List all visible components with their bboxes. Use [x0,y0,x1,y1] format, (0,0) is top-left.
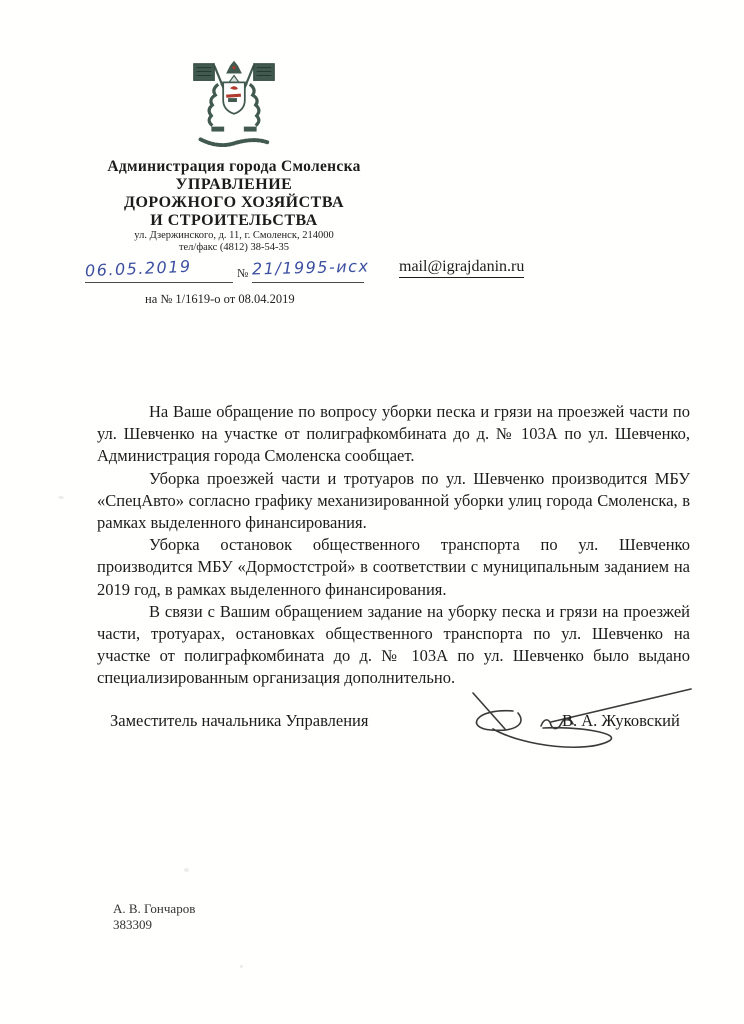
coat-of-arms-icon [175,58,293,150]
reference-line [85,256,375,284]
paragraph: В связи с Вашим обращением задание на уборку песка и грязи на проезжей части, тротуарах, остановках общественного транспорта по ул. Шевченко на участке от полиграфкомбината до д. № 103А по ул. Шевченко было выдано специализированным организация дополнительно. [97,601,690,688]
recipient-email: mail@igrajdanin.ru [399,258,524,278]
executor-phone: 383309 [113,916,152,932]
letterhead [78,58,390,254]
number-symbol: № [237,266,249,280]
outgoing-date-field [85,256,233,283]
executor-name: А. В. Гончаров [113,901,196,916]
scan-speck [58,496,64,499]
org-address: ул. Дзержинского, д. 11, г. Смоленск, 214000 [134,230,334,241]
org-phone: тел/факс (4812) 38-54-35 [178,242,290,253]
letter-body [97,401,690,690]
paragraph: Уборка остановок общественного транспорта по ул. Шевченко производится МБУ «Дормостстрой» в соответствии с муниципальным заданием на 2019 год, в рамках выделенного финансирования. [97,535,690,599]
org-name-line3: И СТРОИТЕЛЬСТВА [150,212,318,229]
signer-name: В. А. Жуковский [562,711,680,730]
reply-to-reference: на № 1/1619-о от 08.04.2019 [145,292,295,306]
scan-speck [240,965,243,968]
org-name-line1: УПРАВЛЕНИЕ [175,176,293,193]
paragraph: Уборка проезжей части и тротуаров по ул. Шевченко производится МБУ «СпецАвто» согласно графику механизированной уборки улиц города Смоленска, в рамках выделенного финансирования. [97,468,690,533]
org-parent-name: Администрация города Смоленска [107,158,361,175]
paragraph: На Ваше обращение по вопросу уборки песка и грязи на проезжей части по ул. Шевченко на участке от полиграфкомбината до д. № 103А по ул. Шевченко, Администрация города Смоленска сообщает. [97,402,690,466]
executor-block [113,901,195,932]
scan-speck [184,868,189,872]
handwritten-number: 21/1995-исх [251,256,370,279]
org-name-line2: ДОРОЖНОГО ХОЗЯЙСТВА [123,194,345,211]
handwritten-date: 06.05.2019 [84,256,192,281]
signer-position: Заместитель начальника Управления [110,711,369,730]
outgoing-number-field [251,256,370,283]
